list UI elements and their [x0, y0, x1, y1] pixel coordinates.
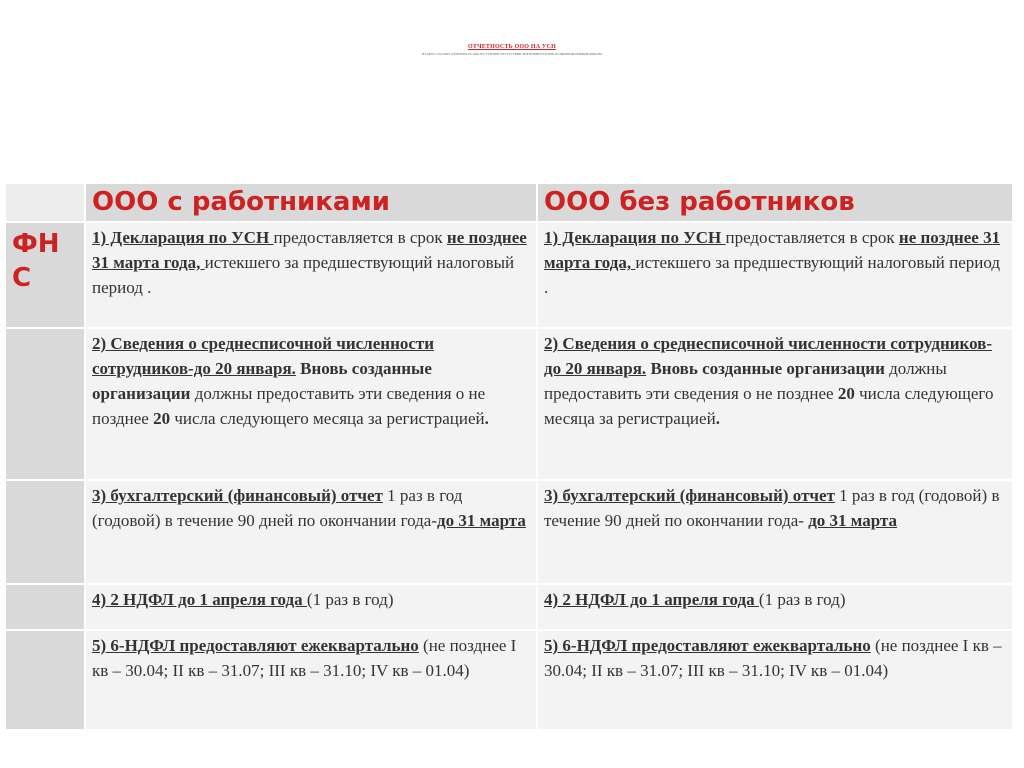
- cell-text: 20: [153, 409, 171, 428]
- cell-without-employees-4: [537, 584, 1013, 630]
- table-row: [5, 480, 1013, 584]
- cell-text: не позднее 31 марта года,: [92, 228, 527, 272]
- cell-text: предоставляется в срок: [273, 228, 447, 247]
- row-label-empty: [5, 584, 85, 630]
- cell-text: 2) Сведения о среднесписочной численности сотрудников-до 20 января.: [92, 334, 435, 378]
- cell-text: должны предоставить эти сведения о не позднее: [544, 359, 947, 403]
- table-row: [5, 222, 1013, 328]
- cell-text: числа следующего месяца за регистрацией: [544, 384, 994, 428]
- document-subtitle: ИЗ ЧЕГО СОСТОИТ ОТЧЕТНОСТЬ ООО НА УСН ПРИ ОТСУТСТВИИ ДЕЯТЕЛЬНОСТИ ИЛИ В ОБЫЧНОМ РЕЖИМЕ РАБОТЫ: [421, 52, 603, 56]
- cell-text: не позднее 31 марта года,: [544, 228, 1001, 272]
- cell-text: 1 раз в год (годовой) в течение 90 дней по окончании года-: [92, 486, 463, 530]
- cell-text: до 31 марта: [808, 511, 898, 530]
- row-label-fns: ФН С: [5, 222, 85, 328]
- reporting-table: [4, 182, 1014, 731]
- cell-without-employees-1: [537, 222, 1013, 328]
- cell-text: 20: [837, 384, 855, 403]
- cell-without-employees-5: [537, 630, 1013, 730]
- cell-text: предоставляется в срок: [725, 228, 899, 247]
- cell-text: должны предоставить эти сведения о не позднее: [92, 384, 486, 428]
- cell-text: истекшего за предшествующий налоговый период .: [544, 253, 1001, 297]
- cell-text: 3) бухгалтерский (финансовый) отчет: [544, 486, 835, 505]
- cell-text: 4) 2 НДФЛ до 1 апреля года: [544, 590, 759, 609]
- cell-with-employees-5: [85, 630, 537, 730]
- cell-text: 1) Декларация по УСН: [544, 228, 726, 247]
- header-with-employees: ООО с работниками: [85, 183, 537, 222]
- cell-text: (не позднее I кв – 30.04; II кв – 31.07; III кв – 31.10; IV кв – 01.04): [92, 636, 517, 680]
- cell-text: 1) Декларация по УСН: [92, 228, 274, 247]
- cell-text: .: [715, 409, 720, 428]
- cell-with-employees-3: [85, 480, 537, 584]
- cell-text: Вновь созданные организации: [92, 359, 432, 403]
- header-without-employees: ООО без работников: [537, 183, 1013, 222]
- cell-text: 2) Сведения о среднесписочной численности сотрудников-до 20 января.: [544, 334, 993, 378]
- cell-text: (не позднее I кв – 30.04; II кв – 31.07; III кв – 31.10; IV кв – 01.04): [544, 636, 1002, 680]
- cell-text: 5) 6-НДФЛ предоставляют ежеквартально: [544, 636, 871, 655]
- row-label-empty: [5, 480, 85, 584]
- row-label-empty: [5, 328, 85, 480]
- cell-text: 5) 6-НДФЛ предоставляют ежеквартально: [92, 636, 419, 655]
- header-corner-cell: [5, 183, 85, 222]
- cell-with-employees-2: [85, 328, 537, 480]
- row-label-empty: [5, 630, 85, 730]
- table-row: [5, 630, 1013, 730]
- cell-text: числа следующего месяца за регистрацией: [170, 409, 485, 428]
- cell-text: (1 раз в год): [758, 590, 846, 609]
- cell-text: (1 раз в год): [306, 590, 394, 609]
- cell-text: .: [484, 409, 489, 428]
- cell-without-employees-2: [537, 328, 1013, 480]
- cell-text: 3) бухгалтерский (финансовый) отчет: [92, 486, 383, 505]
- cell-without-employees-3: [537, 480, 1013, 584]
- cell-text: до 31 марта: [437, 511, 526, 530]
- cell-with-employees-1: [85, 222, 537, 328]
- document-title: ОТЧЕТНОСТЬ ООО НА УСН: [468, 44, 556, 50]
- cell-text: истекшего за предшествующий налоговый период .: [92, 253, 515, 297]
- cell-text: 4) 2 НДФЛ до 1 апреля года: [92, 590, 307, 609]
- cell-with-employees-4: [85, 584, 537, 630]
- table-row: [5, 584, 1013, 630]
- table-header-row: [5, 183, 1013, 222]
- table-row: [5, 328, 1013, 480]
- cell-text: Вновь созданные организации: [646, 359, 885, 378]
- cell-text: 1 раз в год (годовой) в течение 90 дней по окончании года-: [544, 486, 1000, 530]
